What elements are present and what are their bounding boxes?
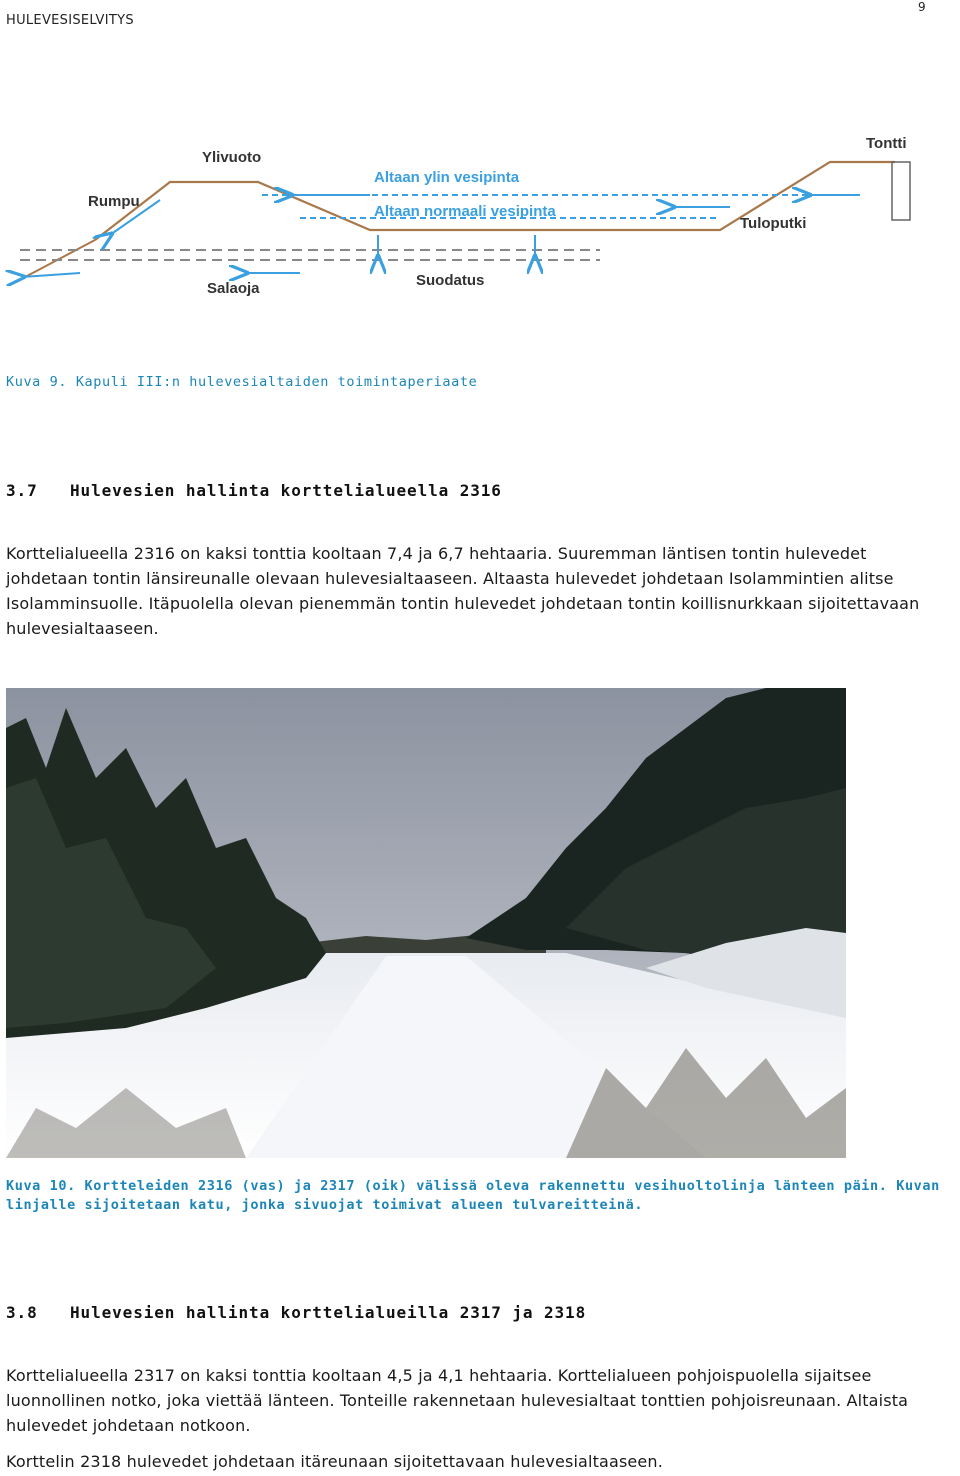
stormwater-basin-diagram (0, 120, 960, 310)
label-rumpu: Rumpu (88, 193, 140, 210)
label-salaoja: Salaoja (207, 280, 260, 297)
section-3-8-paragraph-2: Korttelin 2318 hulevedet johdetaan itäreunaan sijoitettavaan hulevesialtaaseen. (6, 1452, 663, 1471)
figure-9-caption: Kuva 9. Kapuli III:n hulevesialtaiden toimintaperiaate (6, 374, 478, 390)
figure-10-caption: Kuva 10. Kortteleiden 2316 (vas) ja 2317 (oik) välissä oleva rakennettu vesihuoltolinja länteen päin. Kuvan linjalle sijoitetaan katu, jonka sivuojat toimivat alueen tulvareitteinä. (6, 1178, 940, 1213)
document-header-title: HULEVESISELVITYS (6, 13, 134, 28)
section-3-7-paragraph: Korttelialueella 2316 on kaksi tonttia kooltaan 7,4 ja 6,7 hehtaaria. Suuremman läntisen tontin hulevedet johdetaan tontin länsireunalle olevaan hulevesialtaaseen. Altaasta hulevedet johdetaan Isolammintien alitse Isolamminsuolle. Itäpuolella olevan pienemmän tontin hulevedet johdetaan tontin koillisnurkkaan sijoitettavaan hulevesialtaaseen. (6, 544, 920, 638)
section-3-7-heading (6, 481, 502, 500)
label-altaan-normaali-vesipinta: Altaan normaali vesipinta (374, 203, 556, 220)
plot-wall (892, 162, 910, 220)
section-number: 3.8 (6, 1303, 38, 1322)
section-number: 3.7 (6, 481, 38, 500)
label-tontti: Tontti (866, 135, 907, 152)
page-number: 9 (918, 0, 926, 14)
label-ylivuoto: Ylivuoto (202, 149, 262, 166)
section-3-8-paragraph-1: Korttelialueella 2317 on kaksi tonttia kooltaan 4,5 ja 4,1 hehtaaria. Korttelialueen pohjoispuolella sijaitsee luonnollinen notko, joka viettää länteen. Tonteille rakennetaan hulevesialtaat tonttien pohjoisreunaan. Altaista hulevedet johdetaan notkoon. (6, 1366, 909, 1435)
section-title: Hulevesien hallinta korttelialueilla 2317 ja 2318 (70, 1303, 587, 1322)
left-ground (10, 240, 95, 285)
snowy-forest-corridor-photo (6, 688, 846, 1158)
label-altaan-ylin-vesipinta: Altaan ylin vesipinta (374, 169, 520, 186)
label-tuloputki: Tuloputki (740, 215, 807, 232)
section-title: Hulevesien hallinta korttelialueella 2316 (70, 481, 502, 500)
section-3-8-heading (6, 1303, 586, 1322)
label-suodatus: Suodatus (416, 272, 485, 289)
